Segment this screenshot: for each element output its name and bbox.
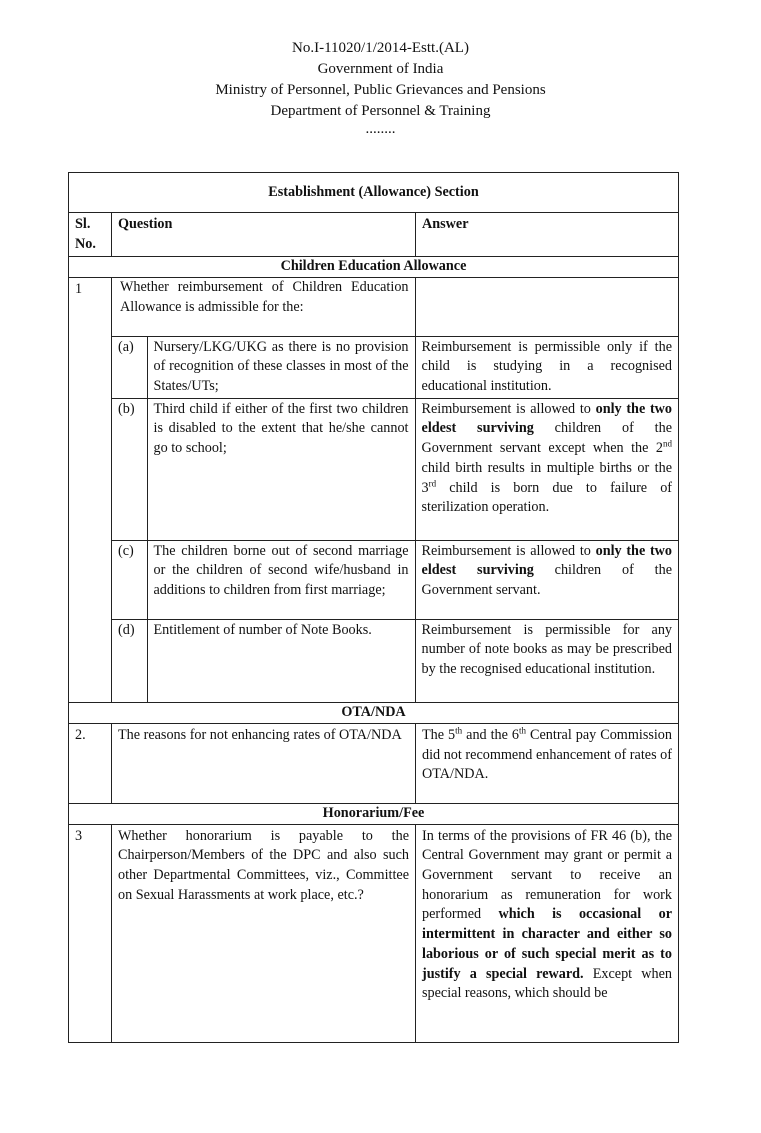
section-title: Establishment (Allowance) Section: [69, 173, 679, 213]
file-number: No.I-11020/1/2014-Estt.(AL): [292, 40, 469, 56]
answer-text: Reimbursement is permissible for any number of note books as may be prescribed by the recognised educational institution.: [415, 619, 678, 702]
answer-text: Reimbursement is allowed to only the two eldest surviving children of the Government servant.: [415, 540, 678, 619]
serial-number: 1: [69, 278, 112, 703]
column-header-question: Question: [112, 213, 416, 257]
question-text: The reasons for not enhancing rates of OTA/NDA: [112, 723, 416, 803]
document-header: [0, 38, 761, 136]
sub-question-text: Third child if either of the first two children is disabled to the extent that he/she cannot go to school;: [147, 398, 415, 540]
sub-question-text: The children borne out of second marriage or the children of second wife/husband in additions to children from first marriage;: [147, 540, 415, 619]
column-header-sl-no: Sl. No.: [69, 213, 112, 257]
table-row: [69, 278, 679, 703]
serial-number: 2.: [69, 723, 112, 803]
table-row: [69, 824, 679, 1042]
answer-text: The 5th and the 6th Central pay Commission did not recommend enhancement of rates of OTA/NDA.: [416, 723, 679, 803]
category-heading-cea: Children Education Allowance: [69, 257, 679, 278]
question-text: Whether reimbursement of Children Education Allowance is admissible for the:: [112, 278, 415, 336]
sub-question-text: Nursery/LKG/UKG as there is no provision of recognition of these classes in most of the States/UTs;: [147, 336, 415, 398]
answer-text: In terms of the provisions of FR 46 (b), the Central Government may grant or permit a Government servant to receive an honorarium as remuneration for work performed which is occasional or intermittent in character and either so laborious or of such special merit as to justify a special reward. Except when special reasons, which should be: [416, 824, 679, 1042]
list-item: [112, 540, 678, 619]
faq-table: [68, 172, 679, 1043]
header-dots: ........: [365, 121, 396, 137]
answer-text: Reimbursement is permissible only if the child is studying in a recognised educational institution.: [415, 336, 678, 398]
category-heading-honorarium: Honorarium/Fee: [69, 803, 679, 824]
category-heading-ota: OTA/NDA: [69, 703, 679, 724]
serial-number: 3: [69, 824, 112, 1042]
table-row: [69, 723, 679, 803]
answer-text: Reimbursement is allowed to only the two eldest surviving children of the Government servant except when the 2nd child birth results in multiple births or the 3rd child is born due to failure of sterilization operation.: [415, 398, 678, 540]
list-item: [112, 336, 678, 398]
department-name: Department of Personnel & Training: [270, 103, 491, 119]
list-item: [112, 398, 678, 540]
government-name: Government of India: [317, 61, 444, 77]
sub-item-label: (b): [112, 398, 147, 540]
sub-item-label: (a): [112, 336, 147, 398]
list-item: [112, 619, 678, 702]
column-header-answer: Answer: [416, 213, 679, 257]
question-text: Whether honorarium is payable to the Chairperson/Members of the DPC and also such other Departmental Committees, viz., Committee on Sexual Harassments at work place, etc.?: [112, 824, 416, 1042]
sub-item-label: (c): [112, 540, 147, 619]
sub-question-text: Entitlement of number of Note Books.: [147, 619, 415, 702]
sub-question-table: [112, 278, 678, 702]
ministry-name: Ministry of Personnel, Public Grievances and Pensions: [215, 82, 546, 98]
sub-item-label: (d): [112, 619, 147, 702]
